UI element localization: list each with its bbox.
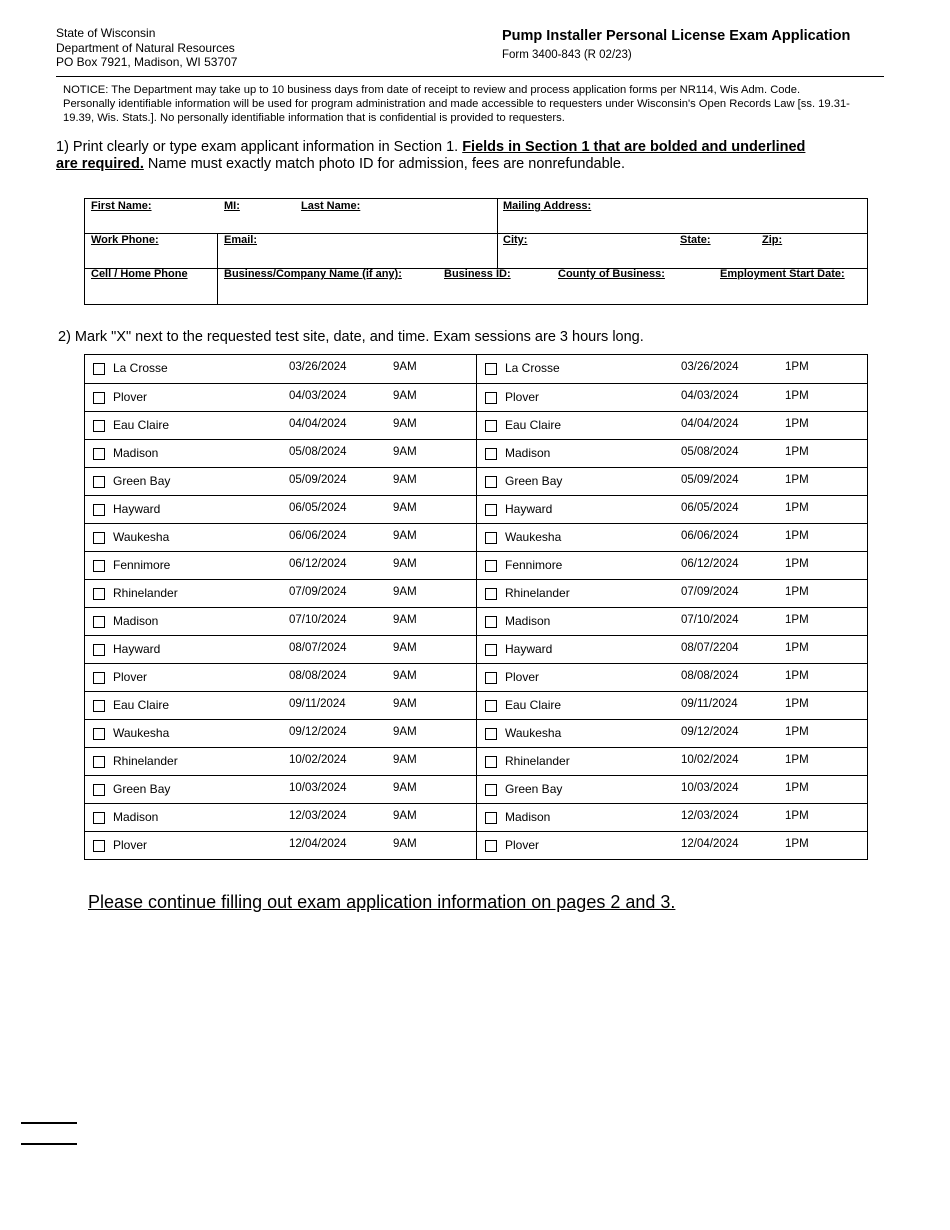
session-option-left	[85, 468, 476, 496]
session-time: 9AM	[393, 446, 417, 458]
session-time: 9AM	[393, 698, 417, 710]
session-date: 06/06/2024	[289, 530, 347, 542]
agency-line: Department of Natural Resources	[56, 40, 235, 55]
session-time: 9AM	[393, 726, 417, 738]
section2-instructions: 2) Mark "X" next to the requested test site, date, and time. Exam sessions are 3 hours long.	[58, 329, 644, 345]
privacy-notice: NOTICE: The Department may take up to 10 business days from date of receipt to review and process application forms per NR114, Wis Adm. Code. Personally identifiable information will be used for program administration and made accessible to requesters under Wisconsin's Open Records Law [ss. 19.31-19.39, Wis. Stats.]. No personally identifiable information that is confidential is provided to requesters.	[63, 84, 850, 124]
session-date: 06/05/2024	[681, 502, 739, 514]
session-time: 1PM	[785, 754, 809, 766]
session-checkbox[interactable]	[485, 812, 497, 824]
session-site: Rhinelander	[113, 754, 178, 768]
session-option-right	[477, 552, 868, 580]
session-site: La Crosse	[505, 361, 560, 375]
session-time: 1PM	[785, 586, 809, 598]
session-date: 05/09/2024	[289, 474, 347, 486]
session-time: 1PM	[785, 838, 809, 850]
session-checkbox[interactable]	[485, 756, 497, 768]
session-option-right	[477, 636, 868, 664]
session-date: 07/09/2024	[289, 586, 347, 598]
agency-line: PO Box 7921, Madison, WI 53707	[56, 55, 238, 69]
session-row	[85, 635, 867, 664]
session-time: 9AM	[393, 782, 417, 794]
session-option-right	[477, 468, 868, 496]
session-site: Rhinelander	[505, 754, 570, 768]
session-option-left	[85, 748, 476, 776]
session-time: 1PM	[785, 782, 809, 794]
session-checkbox[interactable]	[485, 392, 497, 404]
session-site: Green Bay	[505, 474, 563, 488]
session-site: Hayward	[113, 502, 161, 516]
session-time: 9AM	[393, 530, 417, 542]
session-time: 1PM	[785, 726, 809, 738]
session-date: 08/08/2024	[289, 670, 347, 682]
session-option-left	[85, 580, 476, 608]
session-row	[85, 719, 867, 748]
session-row	[85, 663, 867, 692]
session-checkbox[interactable]	[485, 363, 497, 375]
session-time: 1PM	[785, 642, 809, 654]
session-time: 9AM	[393, 670, 417, 682]
session-time: 9AM	[393, 418, 417, 430]
session-row	[85, 439, 867, 468]
work-phone-field[interactable]: Work Phone:	[91, 234, 159, 246]
session-option-left	[85, 608, 476, 636]
session-option-left	[85, 636, 476, 664]
session-site: Waukesha	[113, 530, 170, 544]
session-checkbox[interactable]	[93, 700, 105, 712]
session-checkbox[interactable]	[93, 504, 105, 516]
session-option-left	[85, 412, 476, 440]
session-site: Rhinelander	[113, 586, 178, 600]
session-row	[85, 551, 867, 580]
zip-field[interactable]: Zip:	[762, 234, 783, 246]
section1-tail: Name must exactly match photo ID for admission, fees are nonrefundable.	[143, 156, 625, 172]
session-site: Green Bay	[505, 782, 563, 796]
session-date: 06/12/2024	[289, 558, 347, 570]
session-time: 1PM	[785, 810, 809, 822]
session-site: Plover	[113, 390, 148, 404]
email-field[interactable]: Email:	[224, 234, 258, 246]
session-date: 12/03/2024	[289, 810, 347, 822]
session-time: 9AM	[393, 558, 417, 570]
session-option-left	[85, 524, 476, 552]
session-row	[85, 775, 867, 804]
agency-line: State of Wisconsin	[56, 26, 156, 40]
session-time: 1PM	[785, 474, 809, 486]
continue-note: Please continue filling out exam application information on pages 2 and 3.	[88, 892, 676, 912]
session-date: 05/09/2024	[681, 474, 739, 486]
session-option-left	[85, 496, 476, 524]
session-time: 1PM	[785, 502, 809, 514]
session-checkbox[interactable]	[485, 700, 497, 712]
session-option-left	[85, 776, 476, 804]
business-name-field[interactable]: Business/Company Name (if any):	[224, 268, 402, 280]
session-checkbox[interactable]	[93, 840, 105, 852]
session-date: 12/04/2024	[681, 838, 739, 850]
header-divider	[56, 76, 884, 77]
session-checkbox[interactable]	[93, 448, 105, 460]
session-site: Plover	[505, 390, 540, 404]
session-site: Fennimore	[113, 558, 171, 572]
session-date: 09/12/2024	[681, 726, 739, 738]
session-date: 07/10/2024	[289, 614, 347, 626]
session-time: 9AM	[393, 390, 417, 402]
session-date: 04/04/2024	[681, 418, 739, 430]
session-checkbox[interactable]	[93, 392, 105, 404]
session-date: 03/26/2024	[681, 361, 739, 373]
session-date: 05/08/2024	[289, 446, 347, 458]
session-checkbox[interactable]	[485, 840, 497, 852]
session-option-left	[85, 832, 476, 860]
session-checkbox[interactable]	[485, 644, 497, 656]
session-time: 1PM	[785, 530, 809, 542]
session-checkbox[interactable]	[485, 504, 497, 516]
session-date: 09/12/2024	[289, 726, 347, 738]
session-time: 1PM	[785, 614, 809, 626]
employment-start-field[interactable]: Employment Start Date:	[720, 268, 845, 280]
session-date: 08/07/2204	[681, 642, 739, 654]
session-row	[85, 411, 867, 440]
session-checkbox[interactable]	[93, 363, 105, 375]
session-checkbox[interactable]	[485, 588, 497, 600]
session-date: 12/03/2024	[681, 810, 739, 822]
session-date: 06/05/2024	[289, 502, 347, 514]
session-checkbox[interactable]	[93, 756, 105, 768]
session-site: La Crosse	[113, 361, 168, 375]
session-date: 10/02/2024	[681, 754, 739, 766]
agency-address	[56, 26, 237, 70]
session-site: Green Bay	[113, 474, 171, 488]
session-date: 08/07/2024	[289, 642, 347, 654]
exam-sessions-table	[84, 354, 868, 860]
session-time: 1PM	[785, 698, 809, 710]
session-row	[85, 523, 867, 552]
session-site: Madison	[113, 810, 159, 824]
section1-instructions	[56, 139, 816, 173]
session-option-left	[85, 355, 476, 383]
form-number: Form 3400-843 (R 02/23)	[502, 49, 632, 61]
session-checkbox[interactable]	[93, 672, 105, 684]
session-date: 10/03/2024	[289, 782, 347, 794]
session-site: Rhinelander	[505, 586, 570, 600]
session-site: Eau Claire	[505, 698, 562, 712]
session-checkbox[interactable]	[93, 784, 105, 796]
session-row	[85, 803, 867, 832]
margin-mark	[21, 1143, 77, 1145]
info-col-divider	[497, 199, 498, 269]
session-checkbox[interactable]	[485, 728, 497, 740]
session-option-left	[85, 664, 476, 692]
session-option-right	[477, 412, 868, 440]
session-option-left	[85, 692, 476, 720]
session-option-right	[477, 776, 868, 804]
first-name-field[interactable]: First Name:	[91, 200, 152, 212]
session-site: Fennimore	[505, 558, 563, 572]
session-checkbox[interactable]	[485, 476, 497, 488]
margin-mark	[21, 1122, 77, 1124]
session-row	[85, 355, 867, 383]
city-field[interactable]: City:	[503, 234, 528, 246]
session-date: 09/11/2024	[681, 698, 738, 710]
session-checkbox[interactable]	[485, 448, 497, 460]
session-time: 9AM	[393, 810, 417, 822]
session-checkbox[interactable]	[485, 420, 497, 432]
session-row	[85, 467, 867, 496]
session-checkbox[interactable]	[93, 532, 105, 544]
session-date: 06/12/2024	[681, 558, 739, 570]
session-checkbox[interactable]	[485, 532, 497, 544]
session-option-right	[477, 720, 868, 748]
session-time: 9AM	[393, 361, 417, 373]
session-checkbox[interactable]	[485, 672, 497, 684]
session-site: Waukesha	[505, 530, 562, 544]
session-time: 1PM	[785, 361, 809, 373]
info-row-divider	[85, 233, 867, 234]
mi-field[interactable]: MI:	[224, 200, 240, 212]
state-field[interactable]: State:	[680, 234, 711, 246]
session-time: 9AM	[393, 754, 417, 766]
session-date: 10/02/2024	[289, 754, 347, 766]
session-date: 07/09/2024	[681, 586, 739, 598]
session-date: 07/10/2024	[681, 614, 739, 626]
session-option-right	[477, 832, 868, 860]
session-site: Eau Claire	[113, 698, 170, 712]
session-date: 12/04/2024	[289, 838, 347, 850]
session-checkbox[interactable]	[485, 784, 497, 796]
session-date: 10/03/2024	[681, 782, 739, 794]
session-option-left	[85, 804, 476, 832]
session-option-right	[477, 496, 868, 524]
session-checkbox[interactable]	[93, 560, 105, 572]
session-time: 9AM	[393, 586, 417, 598]
info-col-divider	[217, 234, 218, 304]
session-time: 1PM	[785, 446, 809, 458]
session-time: 9AM	[393, 838, 417, 850]
session-checkbox[interactable]	[93, 728, 105, 740]
county-field[interactable]: County of Business:	[558, 268, 665, 280]
session-option-right	[477, 524, 868, 552]
session-time: 1PM	[785, 670, 809, 682]
session-option-right	[477, 692, 868, 720]
session-site: Waukesha	[505, 726, 562, 740]
session-option-right	[477, 580, 868, 608]
session-date: 09/11/2024	[289, 698, 346, 710]
session-option-right	[477, 440, 868, 468]
session-checkbox[interactable]	[93, 812, 105, 824]
session-option-left	[85, 440, 476, 468]
session-row	[85, 383, 867, 412]
session-checkbox[interactable]	[93, 420, 105, 432]
session-site: Madison	[113, 446, 159, 460]
session-site: Madison	[505, 810, 551, 824]
session-date: 06/06/2024	[681, 530, 739, 542]
session-date: 04/03/2024	[289, 390, 347, 402]
session-date: 05/08/2024	[681, 446, 739, 458]
session-option-right	[477, 608, 868, 636]
session-row	[85, 831, 867, 860]
cell-phone-field[interactable]: Cell / Home Phone	[91, 268, 188, 280]
mailing-address-field[interactable]: Mailing Address:	[503, 200, 592, 212]
session-site: Hayward	[505, 642, 553, 656]
session-time: 9AM	[393, 614, 417, 626]
session-site: Plover	[113, 838, 148, 852]
session-row	[85, 691, 867, 720]
session-site: Plover	[113, 670, 148, 684]
session-date: 04/04/2024	[289, 418, 347, 430]
last-name-field[interactable]: Last Name:	[301, 200, 361, 212]
session-row	[85, 607, 867, 636]
session-checkbox[interactable]	[485, 616, 497, 628]
session-option-right	[477, 355, 868, 383]
section1-intro: 1) Print clearly or type exam applicant information in Section 1.	[56, 139, 463, 155]
session-date: 03/26/2024	[289, 361, 347, 373]
session-option-left	[85, 552, 476, 580]
session-site: Hayward	[505, 502, 553, 516]
session-option-right	[477, 664, 868, 692]
session-time: 9AM	[393, 502, 417, 514]
session-time: 1PM	[785, 558, 809, 570]
business-id-field[interactable]: Business ID:	[444, 268, 511, 280]
session-time: 1PM	[785, 390, 809, 402]
session-site: Plover	[505, 670, 540, 684]
session-checkbox[interactable]	[93, 588, 105, 600]
session-site: Madison	[505, 614, 551, 628]
session-checkbox[interactable]	[93, 644, 105, 656]
session-option-left	[85, 720, 476, 748]
session-option-right	[477, 804, 868, 832]
session-site: Madison	[113, 614, 159, 628]
session-row	[85, 579, 867, 608]
session-site: Green Bay	[113, 782, 171, 796]
session-checkbox[interactable]	[93, 616, 105, 628]
session-checkbox[interactable]	[93, 476, 105, 488]
session-site: Eau Claire	[113, 418, 170, 432]
session-option-right	[477, 384, 868, 412]
session-time: 1PM	[785, 418, 809, 430]
session-row	[85, 747, 867, 776]
session-site: Eau Claire	[505, 418, 562, 432]
session-date: 08/08/2024	[681, 670, 739, 682]
session-date: 04/03/2024	[681, 390, 739, 402]
session-time: 9AM	[393, 642, 417, 654]
session-time: 9AM	[393, 474, 417, 486]
section1-required-note: Fields in Section 1 that are bolded and underlined are required.	[56, 139, 806, 172]
session-option-right	[477, 748, 868, 776]
session-row	[85, 495, 867, 524]
session-site: Waukesha	[113, 726, 170, 740]
session-checkbox[interactable]	[485, 560, 497, 572]
session-option-left	[85, 384, 476, 412]
form-title: Pump Installer Personal License Exam Application	[502, 28, 851, 44]
session-site: Madison	[505, 446, 551, 460]
session-site: Plover	[505, 838, 540, 852]
session-site: Hayward	[113, 642, 161, 656]
applicant-info-table	[84, 198, 868, 305]
